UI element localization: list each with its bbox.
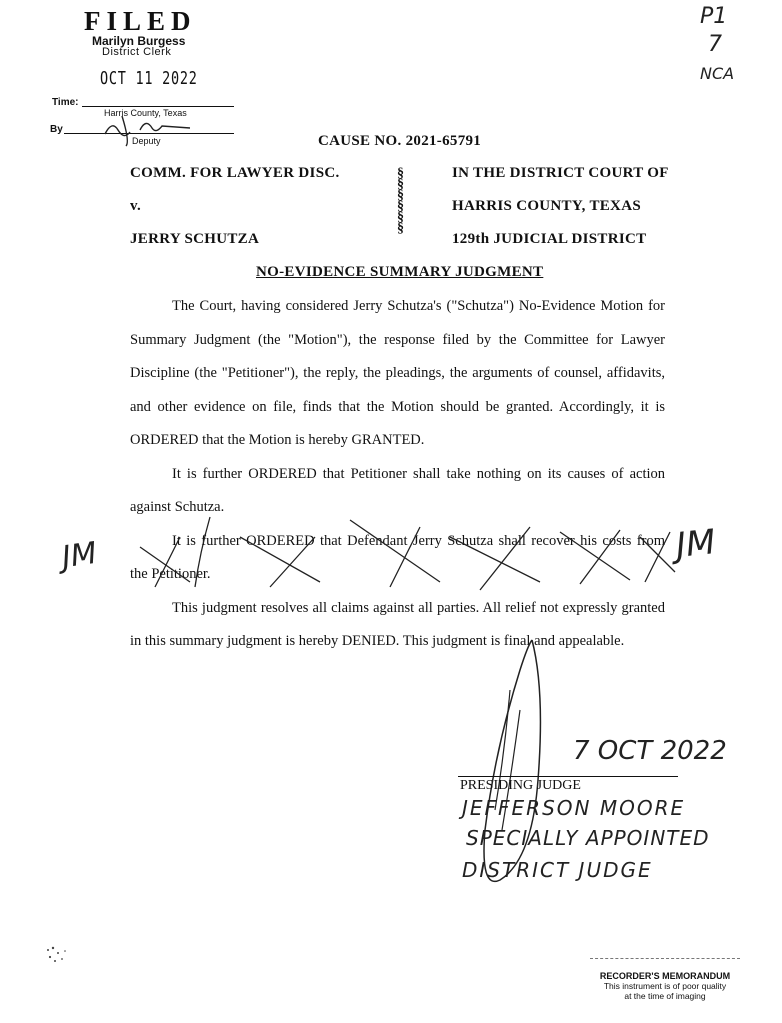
- judgment-body: [130, 290, 665, 659]
- cause-number: CAUSE NO. 2021-65791: [318, 133, 482, 149]
- deputy-label: Deputy: [132, 136, 161, 146]
- judge-name-handwritten: JEFFERSON MOORE: [462, 796, 686, 820]
- by-label: By: [50, 124, 63, 135]
- scan-speck: [44, 944, 70, 966]
- clerk-title: District Clerk: [102, 46, 172, 58]
- paragraph-final: This judgment resolves all claims against all parties. All relief not expressly granted in this summary judgment is hereby DENIED. This judgment is final and appealable.: [130, 599, 665, 649]
- corner-note-nca: NCA: [700, 64, 735, 83]
- initials-left: JM: [59, 535, 100, 576]
- filed-stamp-title: FILED: [84, 6, 197, 36]
- memo-divider: [590, 958, 740, 959]
- caption-versus: v.: [130, 198, 142, 214]
- memo-title: RECORDER'S MEMORANDUM: [599, 971, 731, 981]
- clerk-name: Marilyn Burgess: [92, 34, 186, 48]
- paragraph-costs-struck: It is further ORDERED that Defendant Jerry Schutza shall recover his costs from the Petitioner.: [130, 532, 665, 582]
- paragraph-findings: The Court, having considered Jerry Schutza's ("Schutza") No-Evidence Motion for Summary Judgment (the "Motion"), the response filed by the Committee for Lawyer Discipline (the "Petitioner"), the reply, the pleadings, the arguments of counsel, affidavits, and other evidence on file, finds that the Motion should be granted. Accordingly, it is ORDERED that the Motion is hereby GRANTED.: [130, 298, 665, 448]
- caption-county: HARRIS COUNTY, TEXAS: [452, 198, 641, 214]
- handwritten-date: 7 OCT 2022: [573, 736, 727, 766]
- corner-note-p1: P1: [700, 4, 728, 29]
- judge-role-handwritten: SPECIALLY APPOINTED: [466, 826, 710, 850]
- county-label: Harris County, Texas: [104, 108, 187, 118]
- strike-marks: [120, 512, 680, 592]
- presiding-judge-label: PRESIDING JUDGE: [460, 778, 581, 793]
- recorder-memorandum: [585, 971, 745, 1001]
- caption-court: IN THE DISTRICT COURT OF: [452, 165, 669, 181]
- judgment-title: NO-EVIDENCE SUMMARY JUDGMENT: [256, 264, 544, 280]
- judge-district-handwritten: DISTRICT JUDGE: [462, 858, 653, 882]
- initials-right: JM: [674, 522, 718, 566]
- time-label: Time:: [52, 97, 79, 108]
- caption-district: 129th JUDICIAL DISTRICT: [452, 231, 647, 247]
- caption-petitioner: COMM. FOR LAWYER DISC.: [130, 165, 340, 181]
- time-line: [82, 106, 234, 107]
- paragraph-take-nothing: It is further ORDERED that Petitioner shall take nothing on its causes of action against Schutza.: [130, 465, 665, 515]
- memo-line-2: at the time of imaging: [624, 991, 706, 1001]
- signature-line: [458, 776, 678, 777]
- section-marks: § § § § § §: [397, 166, 404, 236]
- filed-date: OCT 11 2022: [100, 68, 198, 89]
- caption-respondent: JERRY SCHUTZA: [130, 231, 260, 247]
- deputy-signature: [100, 112, 195, 148]
- memo-line-1: This instrument is of poor quality: [603, 981, 727, 991]
- corner-note-7: 7: [708, 32, 722, 57]
